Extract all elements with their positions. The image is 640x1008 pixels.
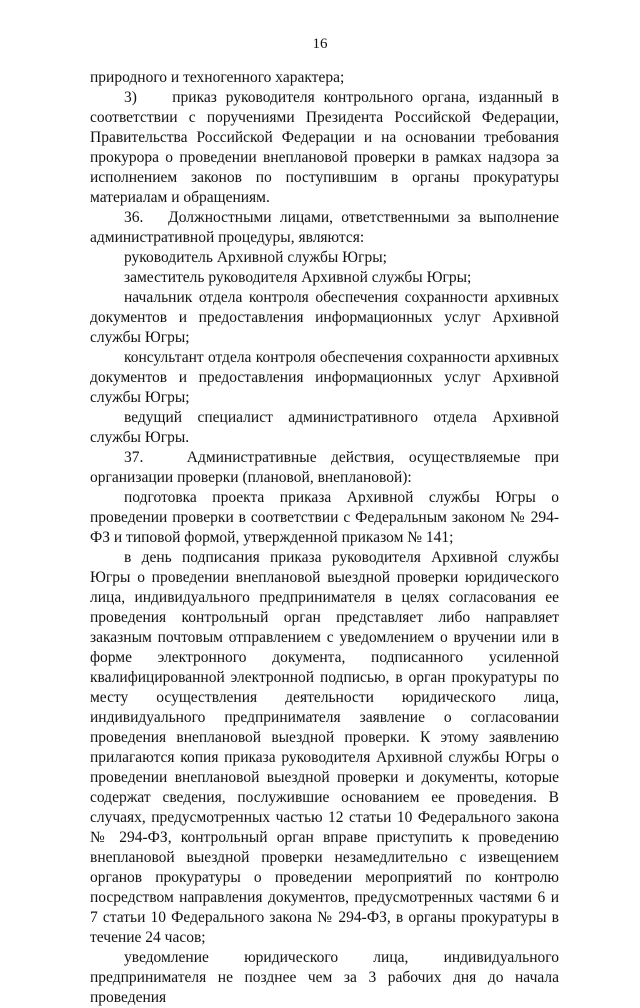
list-item: руководитель Архивной службы Югры; (124, 249, 387, 266)
page-number: 16 (312, 36, 328, 52)
list-item: уведомление юридического лица, индивидуального предпринимателя не позднее чем за 3 рабочих дня до начала проведения (90, 949, 559, 1006)
list-item: подготовка проекта приказа Архивной службы Югры о проведении проверки в соответствии с Федеральным законом № 294-ФЗ и типовой формой, утвержденной приказом № 141; (90, 489, 559, 546)
list-item: ведущий специалист административного отдела Архивной службы Югры. (90, 409, 559, 446)
list-item: в день подписания приказа руководителя Архивной службы Югры о проведении внеплановой выездной проверки юридического лица, индивидуального предпринимателя в целях согласования ее проведения контрольный орган представляет либо направляет заказным почтовым отправлением с уведомлением о вручении или в форме электронного документа, подписанного усиленной квалифицированной электронной подписью, в орган прокуратуры по месту осуществления деятельности юридического лица, индивидуального предпринимателя заявление о согласовании проведения внеплановой выездной проверки. К этому заявлению прилагаются копия приказа руководителя Архивной службы Югры о проведении внеплановой выездной проверки и документы, которые содержат сведения, послужившие основанием ее проведения. В случаях, предусмотренных частью 12 статьи 10 Федерального закона № 294-ФЗ, контрольный орган вправе приступить к проведению внеплановой выездной проверки незамедлительно с извещением органов прокуратуры о проведении мероприятий по контролю посредством направления документов, предусмотренных частями 6 и 7 статьи 10 Федерального закона № 294-ФЗ, в органы прокуратуры в течение 24 часов; (90, 549, 559, 946)
paragraph-36: 36. Должностными лицами, ответственными за выполнение административной процедуры, являются: (90, 209, 559, 246)
paragraph-item-3: 3) приказ руководителя контрольного органа, изданный в соответствии с поручениями Президента Российской Федерации, Правительства Российской Федерации и на основании требования прокурора о проведении внеплановой проверки в рамках надзора за исполнением законов по поступившим в органы прокуратуры материалам и обращениям. (90, 89, 559, 206)
list-item: заместитель руководителя Архивной службы Югры; (124, 269, 472, 286)
document-body (90, 68, 559, 1008)
paragraph-37: 37. Административные действия, осуществляемые при организации проверки (плановой, внеплановой): (90, 449, 559, 486)
list-item: начальник отдела контроля обеспечения сохранности архивных документов и предоставления информационных услуг Архивной службы Югры; (90, 289, 559, 346)
list-item: консультант отдела контроля обеспечения сохранности архивных документов и предоставления информационных услуг Архивной службы Югры; (90, 349, 559, 406)
paragraph-continuation: природного и техногенного характера; (90, 69, 345, 86)
